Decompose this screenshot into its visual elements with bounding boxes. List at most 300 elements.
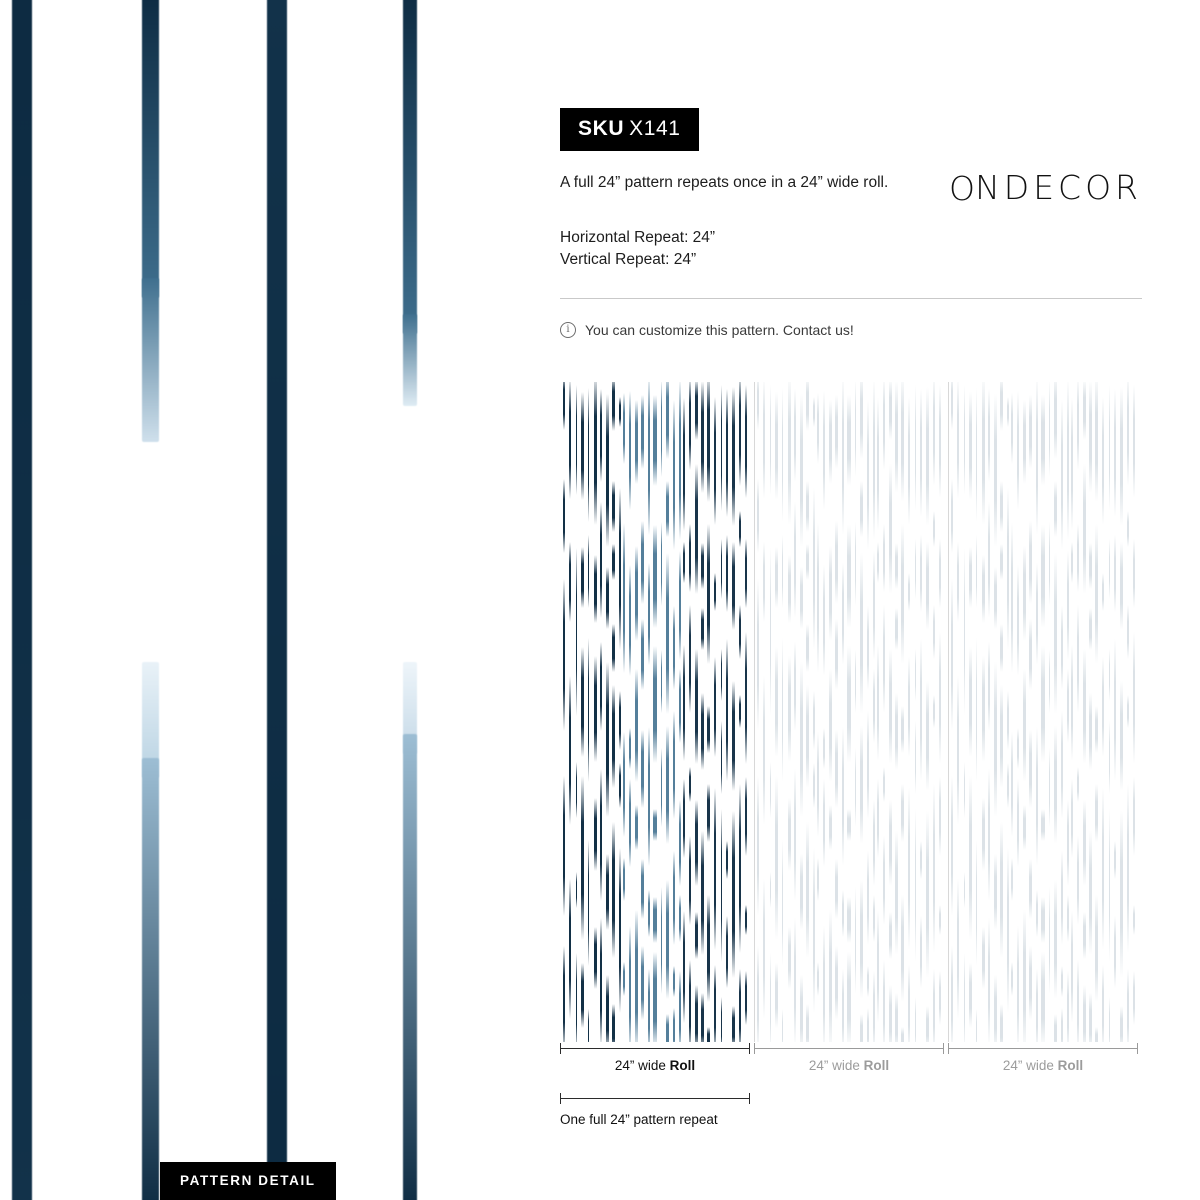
roll-stripe	[1083, 464, 1086, 594]
roll-stripe	[1089, 608, 1091, 650]
roll-stripe	[612, 685, 615, 788]
roll-stripe	[653, 525, 656, 628]
roll-stripe	[855, 748, 857, 827]
roll-stripe	[988, 769, 990, 900]
roll-stripe	[619, 763, 621, 807]
roll-stripe	[835, 619, 839, 690]
roll-stripe	[1061, 400, 1063, 550]
roll-stripe	[1120, 1006, 1123, 1042]
roll-stripe	[1023, 400, 1025, 484]
roll-stripe	[877, 542, 878, 583]
roll-stripe	[1102, 965, 1104, 1042]
roll-stripe	[563, 579, 565, 732]
roll-stripe	[920, 639, 922, 781]
roll-stripe	[1089, 543, 1091, 589]
repeat-tick-b	[749, 1093, 750, 1104]
roll-stripe	[1029, 946, 1033, 1020]
roll-stripe	[988, 918, 990, 1042]
roll-stripe	[1017, 779, 1019, 868]
roll-stripe	[606, 394, 609, 548]
roll-stripe	[673, 1008, 675, 1042]
roll-stripe	[823, 926, 825, 1042]
roll-stripe	[732, 1006, 735, 1042]
roll-stripe	[707, 382, 710, 502]
roll-stripe	[689, 382, 691, 470]
roll-stripe	[641, 859, 645, 919]
roll-stripe	[842, 382, 844, 535]
roll-stripe	[619, 848, 621, 1013]
brand-logo-mark: O	[945, 168, 976, 207]
roll-stripe	[823, 779, 825, 868]
roll-stripe	[679, 551, 681, 660]
roll-stripe	[1000, 382, 1003, 431]
roll-stripe	[988, 389, 990, 482]
roll-stripe	[877, 398, 878, 531]
roll-stripe	[860, 1014, 862, 1042]
roll-stripe	[847, 952, 850, 1042]
roll-stripe	[673, 711, 675, 819]
roll-stripe	[800, 854, 803, 930]
roll-stripe	[576, 548, 577, 716]
roll-stripe	[901, 1027, 904, 1042]
roll-stripe	[1133, 777, 1134, 856]
roll-stripe	[1120, 811, 1123, 977]
roll-stripe	[829, 805, 831, 849]
roll-stripe	[739, 511, 741, 547]
roll-stripe	[619, 691, 621, 750]
roll-stripe	[847, 809, 850, 841]
roll-stripe	[1071, 645, 1072, 762]
roll-stripe	[1067, 800, 1069, 886]
roll-stripe	[666, 382, 668, 459]
roll-stripe	[829, 546, 831, 640]
roll-stripe	[641, 730, 645, 809]
sku-badge	[560, 108, 699, 151]
roll-stripe	[873, 971, 875, 1042]
roll-stripe	[982, 656, 985, 762]
roll-stripe	[794, 918, 796, 1042]
roll-stripe	[623, 858, 625, 901]
roll-stripe	[1000, 624, 1003, 672]
roll-stripe	[1083, 649, 1086, 764]
roll-stripe	[707, 895, 710, 1002]
roll-stripe	[926, 681, 929, 791]
roll-stripe	[576, 953, 577, 1042]
roll-stripe	[1054, 1014, 1056, 1042]
roll-stripe	[1011, 732, 1013, 837]
roll-stripe	[920, 389, 922, 517]
roll-stripe	[926, 542, 929, 630]
roll-stripe	[1023, 805, 1025, 849]
roll-stripe	[594, 927, 597, 989]
roll-stripe	[1036, 382, 1038, 535]
roll-stripe	[1077, 382, 1079, 470]
roll-stripe	[775, 963, 778, 1028]
roll-swatch-3	[948, 382, 1142, 1042]
roll-stripe	[933, 605, 935, 660]
roll-stripe	[1054, 726, 1056, 844]
roll-stripe	[648, 969, 650, 1042]
roll-stripe	[666, 553, 668, 714]
roll-stripe	[920, 535, 922, 611]
roll-stripe	[726, 841, 728, 878]
roll-stripe	[1011, 523, 1013, 672]
roll-stripe	[920, 841, 922, 878]
roll-stripe	[673, 400, 675, 550]
roll-stripe	[782, 388, 783, 521]
roll-stripe	[835, 730, 839, 809]
pattern-detail-stripe	[403, 734, 417, 1200]
roll-stripe	[1133, 632, 1134, 764]
roll-preview	[560, 382, 1142, 1042]
roll-stripe	[612, 624, 615, 672]
roll-stripe	[817, 962, 819, 996]
roll-stripe	[951, 579, 953, 732]
roll-stripe	[1036, 563, 1038, 666]
roll-stripe	[926, 811, 929, 977]
roll-label-2	[754, 1058, 944, 1073]
roll-stripe	[594, 656, 597, 762]
roll-stripe	[666, 1014, 668, 1042]
roll-stripe	[957, 382, 959, 499]
roll-stripe	[933, 784, 935, 953]
roll-stripe	[1083, 912, 1086, 958]
roll-stripe	[1023, 910, 1025, 1042]
roll-stripe	[1011, 393, 1013, 464]
roll-stripe	[889, 382, 892, 440]
roll-stripe	[969, 392, 972, 500]
roll-stripe	[1049, 650, 1051, 713]
roll-stripe	[883, 382, 885, 470]
roll-stripe	[661, 522, 663, 606]
roll-stripe	[623, 393, 625, 464]
roll-stripe	[867, 966, 869, 997]
pattern-detail-stripes	[0, 0, 500, 1200]
roll-label-1-strong: Roll	[669, 1058, 696, 1073]
roll-stripe	[612, 481, 615, 532]
roll-stripe	[623, 962, 625, 996]
roll-stripe	[666, 726, 668, 844]
roll-stripe	[1095, 706, 1098, 753]
roll-stripe	[982, 798, 985, 871]
roll-stripe	[1029, 859, 1033, 919]
roll-stripe	[739, 969, 741, 1042]
roll-stripe	[1049, 887, 1051, 993]
roll-stripe	[673, 966, 675, 997]
roll-stripe	[860, 726, 862, 844]
roll-stripe	[1071, 911, 1072, 1022]
roll-stripe	[1041, 809, 1044, 841]
roll-stripe	[1089, 693, 1091, 771]
roll-stripe	[1120, 681, 1123, 791]
roll-stripe	[1102, 657, 1104, 758]
roll-stripe	[1054, 880, 1056, 999]
roll-stripe	[635, 910, 637, 1042]
roll-stripe	[1120, 387, 1123, 526]
roll-stripe	[653, 809, 656, 841]
roll-label-3	[948, 1058, 1138, 1073]
roll-stripe	[770, 953, 771, 1042]
roll-stripe	[594, 798, 597, 871]
roll-stripe	[817, 858, 819, 901]
roll-stripe	[1007, 763, 1009, 807]
roll-stripe	[994, 854, 997, 930]
roll-stripe	[581, 647, 584, 757]
roll-stripe	[707, 784, 710, 842]
roll-stripe	[653, 395, 656, 486]
roll-stripe	[860, 382, 862, 459]
pattern-description: A full 24” pattern repeats once in a 24” wide roll.	[560, 174, 889, 191]
roll-stripe	[1102, 397, 1104, 525]
roll-stripe	[757, 382, 759, 430]
roll-stripe	[915, 809, 916, 962]
roll-stripe	[1133, 539, 1134, 608]
roll-stripe	[1041, 646, 1044, 763]
roll-stripe	[757, 946, 759, 1042]
roll-stripe	[732, 811, 735, 977]
roll-stripe	[1049, 748, 1051, 827]
roll-stripe	[683, 398, 684, 531]
roll-stripe	[775, 547, 778, 609]
roll-stripe	[976, 535, 977, 608]
roll-stripe	[721, 649, 722, 701]
roll-stripe	[842, 890, 844, 937]
roll-stripe	[581, 776, 584, 940]
roll-stripe	[794, 502, 796, 618]
roll-stripe	[683, 911, 684, 1022]
roll-stripe	[788, 927, 791, 989]
roll-stripe	[1017, 391, 1019, 511]
roll-stripe	[612, 822, 615, 958]
roll-stripe	[877, 779, 878, 857]
roll-stripe	[1054, 553, 1056, 714]
roll-stripe	[623, 523, 625, 672]
roll-stripe	[867, 711, 869, 819]
roll-stripe	[763, 542, 765, 621]
roll-stripe	[1077, 836, 1079, 925]
roll-stripe	[901, 382, 904, 502]
roll-stripe	[847, 525, 850, 628]
roll-stripe	[1000, 544, 1003, 581]
roll-stripe	[823, 391, 825, 511]
roll-stripe	[835, 946, 839, 1020]
roll-stripe	[982, 382, 985, 525]
roll-stripe	[1095, 382, 1098, 502]
roll-stripe	[794, 389, 796, 482]
roll-stripe	[714, 965, 716, 1042]
roll-stripe	[969, 963, 972, 1028]
roll-stripe	[939, 385, 940, 498]
roll-stripe	[721, 721, 722, 794]
roll-stripe	[1095, 784, 1098, 842]
roll-stripe	[701, 543, 703, 589]
roll-stripe	[1089, 993, 1091, 1042]
roll-stripe	[1000, 822, 1003, 958]
roll-stripe	[800, 662, 803, 816]
roll-stripe	[641, 946, 645, 1020]
roll-stripe	[939, 971, 940, 1025]
roll-stripe	[732, 542, 735, 630]
roll-stripe	[994, 975, 997, 1042]
roll-stripe	[661, 887, 663, 993]
roll-stripe	[629, 565, 631, 676]
roll-stripe	[1095, 895, 1098, 1002]
roll-stripe	[721, 997, 722, 1042]
roll-stripe	[594, 555, 597, 623]
roll-stripe	[1109, 721, 1110, 794]
roll-tick-1b	[749, 1043, 750, 1054]
roll-stripe	[817, 732, 819, 837]
roll-stripe	[726, 639, 728, 781]
roll-stripe	[594, 382, 597, 525]
repeat-measure	[560, 1098, 750, 1099]
roll-stripe	[666, 481, 668, 537]
roll-stripe	[908, 397, 910, 525]
info-icon: i	[560, 322, 576, 338]
pattern-detail-stripe	[403, 314, 417, 406]
roll-stripe	[1083, 800, 1086, 886]
roll-stripe	[939, 632, 940, 764]
roll-stripe	[926, 1006, 929, 1042]
roll-stripe	[933, 382, 935, 486]
roll-stripe	[933, 511, 935, 547]
roll-divider-1	[754, 382, 755, 1042]
roll-stripe	[661, 650, 663, 713]
roll-stripe	[1109, 997, 1110, 1042]
roll-stripe	[867, 851, 869, 945]
pattern-detail-stripe	[142, 0, 159, 298]
roll-label-2-prefix: 24” wide	[808, 1058, 864, 1073]
roll-stripe	[635, 546, 637, 640]
roll-stripe	[1054, 382, 1056, 459]
roll-stripe	[994, 662, 997, 816]
roll-stripe	[600, 642, 602, 730]
sku-value: X141	[629, 117, 681, 140]
roll-stripe	[775, 776, 778, 940]
roll-stripe	[1102, 573, 1104, 611]
roll-tick-2a	[754, 1043, 755, 1054]
roll-stripe	[1054, 481, 1056, 537]
roll-stripe	[600, 502, 602, 618]
roll-stripe	[855, 522, 857, 606]
roll-stripe	[901, 706, 904, 753]
roll-stripe	[813, 848, 815, 1013]
roll-stripe	[635, 669, 637, 782]
roll-stripe	[641, 619, 645, 690]
roll-stripe	[842, 969, 844, 1042]
roll-stripe	[701, 693, 703, 771]
roll-stripe	[745, 971, 746, 1025]
roll-stripe	[588, 535, 589, 608]
roll-stripe	[1036, 727, 1038, 866]
roll-stripe	[1049, 522, 1051, 606]
roll-stripe	[1061, 1008, 1063, 1042]
roll-stripe	[629, 391, 631, 511]
roll-stripe	[576, 385, 577, 495]
roll-stripe	[860, 553, 862, 714]
roll-stripe	[763, 676, 765, 825]
roll-stripe	[806, 1004, 809, 1042]
roll-stripe	[1036, 890, 1038, 937]
roll-stripe	[1011, 858, 1013, 901]
roll-stripe	[1109, 809, 1110, 962]
roll-stripe	[957, 542, 959, 621]
section-divider	[560, 298, 1142, 299]
roll-stripe	[806, 822, 809, 958]
roll-stripe	[563, 382, 565, 430]
roll-stripe	[933, 695, 935, 728]
roll-stripe	[788, 382, 791, 525]
roll-stripe	[1023, 669, 1025, 782]
roll-stripe	[714, 573, 716, 611]
roll-stripe	[666, 880, 668, 999]
roll-stripe	[915, 385, 916, 511]
roll-stripe	[721, 385, 722, 511]
roll-stripe	[969, 776, 972, 940]
roll-stripe	[908, 657, 910, 758]
roll-stripe	[883, 960, 885, 1043]
roll-stripe	[588, 1009, 589, 1042]
roll-stripe	[1114, 389, 1116, 517]
roll-stripe	[1041, 525, 1044, 628]
roll-stripe	[855, 382, 857, 477]
roll-label-2-strong: Roll	[863, 1058, 890, 1073]
roll-measure-1	[560, 1048, 750, 1049]
roll-measure-3	[948, 1048, 1138, 1049]
roll-stripe	[889, 985, 892, 1042]
roll-stripe	[770, 762, 771, 818]
roll-stripe	[1127, 511, 1129, 547]
roll-stripe	[951, 479, 953, 553]
roll-stripe	[619, 488, 621, 650]
roll-stripe	[951, 946, 953, 1042]
roll-stripe	[976, 638, 977, 782]
roll-stripe	[1077, 960, 1079, 1043]
roll-stripe	[1061, 606, 1063, 690]
roll-label-3-prefix: 24” wide	[1002, 1058, 1058, 1073]
roll-stripe	[782, 1009, 783, 1042]
roll-stripe	[1083, 985, 1086, 1042]
roll-stripe	[782, 840, 783, 966]
sku-label: SKU	[578, 117, 625, 140]
roll-stripe	[813, 488, 815, 650]
roll-stripe	[1120, 542, 1123, 630]
roll-stripe	[1029, 619, 1033, 690]
roll-stripe	[581, 547, 584, 609]
roll-measure-2	[754, 1048, 944, 1049]
roll-stripe	[969, 547, 972, 609]
roll-stripe	[842, 727, 844, 866]
roll-stripe	[1017, 565, 1019, 676]
roll-stripe	[889, 800, 892, 886]
roll-stripe	[770, 872, 771, 908]
roll-stripe	[915, 721, 916, 794]
roll-stripe	[1133, 905, 1134, 935]
roll-stripe	[847, 646, 850, 763]
roll-stripe	[788, 555, 791, 623]
roll-stripe	[806, 544, 809, 581]
roll-stripe	[842, 563, 844, 666]
repeat-tick-a	[560, 1093, 561, 1104]
roll-stripe	[957, 879, 959, 1019]
roll-stripe	[1041, 952, 1044, 1042]
roll-stripe	[695, 464, 698, 594]
roll-stripe	[964, 762, 965, 818]
roll-stripe	[895, 693, 897, 771]
roll-tick-3b	[1137, 1043, 1138, 1054]
roll-stripe	[813, 763, 815, 807]
roll-stripe	[901, 784, 904, 842]
